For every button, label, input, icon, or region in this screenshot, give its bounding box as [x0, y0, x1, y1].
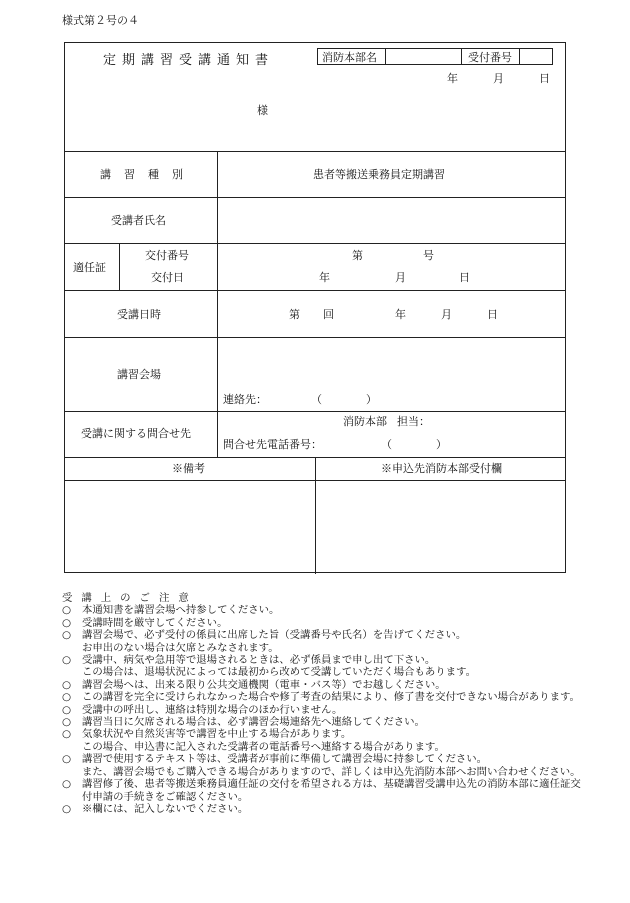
precaution-text: 講習で使用するテキスト等は、受講者が事前に準備して講習会場に持参してください。 [82, 753, 488, 766]
precaution-bullet: ○ [62, 604, 72, 617]
precaution-bullet: ○ [62, 716, 72, 729]
precaution-bullet: ○ [62, 629, 72, 642]
precaution-item [62, 803, 582, 815]
header-month: 月 [493, 72, 504, 85]
remarks-label: ※備考 [172, 462, 205, 475]
precaution-item [62, 604, 582, 616]
header-year: 年 [447, 72, 458, 85]
precaution-item [62, 728, 582, 740]
fire-dept-field[interactable] [391, 52, 457, 63]
trainee-name-label: 受講者氏名 [111, 214, 166, 227]
reception-field[interactable] [319, 485, 561, 569]
venue-label: 講習会場 [117, 368, 161, 381]
precaution-item [62, 778, 582, 803]
certificate-label: 適任証 [73, 261, 106, 274]
precaution-text: また、講習会場でもご購入できる場合がありますので、詳しくは申込先消防本部へお問い合わせください。 [82, 765, 581, 778]
venue-contact-label: 連絡先： [223, 393, 267, 406]
precaution-text: この場合、申込書に記入された受講者の電話番号へ連絡する場合があります。 [82, 740, 445, 753]
schedule-round: 回 [323, 308, 334, 321]
schedule-day: 日 [487, 308, 498, 321]
issue-number-prefix: 第 [352, 249, 363, 262]
precaution-item [62, 716, 582, 728]
schedule-year: 年 [395, 308, 406, 321]
precaution-item [62, 704, 582, 716]
header-day: 日 [539, 72, 550, 85]
inquiry-label: 受講に関する問合せ先 [81, 427, 191, 440]
precaution-item [62, 741, 582, 753]
precaution-bullet: ○ [62, 753, 72, 766]
precaution-text: この場合は、退場状況によっては最初から改めて受講していただく場合もあります。 [82, 666, 477, 679]
precaution-text: 本通知書を講習会場へ持参してください。 [82, 604, 280, 617]
inquiry-person: 担当： [397, 415, 430, 428]
receipt-number-label: 受付番号 [468, 51, 512, 64]
fire-dept-label: 消防本部名 [322, 51, 377, 64]
precautions-heading: 受講上のご注意 [62, 592, 198, 604]
notification-form [64, 42, 566, 573]
issue-month: 月 [395, 271, 406, 284]
precaution-bullet: ○ [62, 691, 72, 704]
precautions-section [62, 592, 582, 815]
issue-number-suffix: 号 [423, 249, 434, 262]
precaution-text: 講習会場で、必ず受付の係員に出席した旨（受講番号や氏名）を告げてください。 [82, 629, 467, 642]
precaution-item [62, 691, 582, 703]
course-type-label: 講 習 種 別 [100, 168, 184, 181]
precaution-bullet: ○ [62, 654, 72, 667]
precaution-item [62, 629, 582, 641]
precaution-bullet: ○ [62, 802, 72, 815]
precaution-bullet: ○ [62, 678, 72, 691]
precaution-text: ※欄には、記入しないでください。 [82, 802, 249, 815]
precaution-bullet [62, 766, 82, 778]
precaution-item [62, 679, 582, 691]
precaution-item [62, 766, 582, 778]
precaution-text: 講習当日に欠席される場合は、必ず講習会場連絡先へ連絡してください。 [82, 716, 425, 729]
issue-day: 日 [459, 271, 470, 284]
issue-year: 年 [319, 271, 330, 284]
precaution-item [62, 654, 582, 666]
addressee-suffix: 様 [257, 104, 268, 117]
precautions-list [62, 604, 582, 815]
precaution-text: 気象状況や自然災害等で講習を中止する場合があります。 [82, 728, 352, 741]
precaution-text: 講習会場へは、出来る限り公共交通機関（電車・バス等）でお越しください。 [82, 678, 446, 691]
inquiry-phone-paren: （ ） [381, 438, 447, 451]
precaution-text: この講習を完全に受けられなかった場合や修了考査の結果により、修了書を交付できない場合があります。 [82, 691, 580, 704]
precaution-bullet: ○ [62, 728, 72, 741]
trainee-name-field[interactable] [223, 205, 559, 235]
precaution-bullet [62, 642, 82, 654]
remarks-field[interactable] [69, 485, 311, 569]
receipt-number-field[interactable] [523, 52, 551, 63]
precaution-text: 受講中の呼出し、連絡は特別な場合のほか行いません。 [82, 703, 343, 716]
precaution-text: お申出のない場合は欠席とみなされます。 [82, 641, 279, 654]
precaution-bullet [62, 741, 82, 753]
precaution-item [62, 617, 582, 629]
form-title: 定期講習受講通知書 [103, 53, 275, 68]
precaution-bullet: ○ [62, 703, 72, 716]
issue-number-label: 交付番号 [145, 249, 189, 262]
reception-label: ※申込先消防本部受付欄 [381, 462, 502, 475]
precaution-bullet: ○ [62, 616, 72, 629]
course-type-value: 患者等搬送乗務員定期講習 [313, 168, 445, 181]
precaution-item [62, 642, 582, 654]
schedule-month: 月 [441, 308, 452, 321]
schedule-prefix: 第 [289, 308, 300, 321]
precaution-text: 講習修了後、患者等搬送乗務員適任証の交付を希望される方は、基礎講習受講申込先の消防本部に適任証交付申請の手続きをご確認ください。 [82, 778, 581, 803]
form-number: 様式第２号の４ [62, 14, 139, 27]
schedule-label: 受講日時 [117, 308, 161, 321]
inquiry-dept: 消防本部 [343, 415, 387, 428]
inquiry-phone-label: 問合せ先電話番号： [223, 438, 322, 451]
precaution-text: 受講時間を厳守してください。 [82, 616, 228, 629]
venue-contact-paren: （ ） [311, 393, 377, 406]
precaution-text: 受講中、病気や急用等で退場されるときは、必ず係員まで申し出て下さい。 [82, 654, 436, 667]
issue-date-label: 交付日 [151, 271, 184, 284]
precaution-item [62, 753, 582, 765]
precaution-bullet: ○ [62, 778, 72, 791]
precaution-bullet [62, 666, 82, 678]
precaution-item [62, 666, 582, 678]
